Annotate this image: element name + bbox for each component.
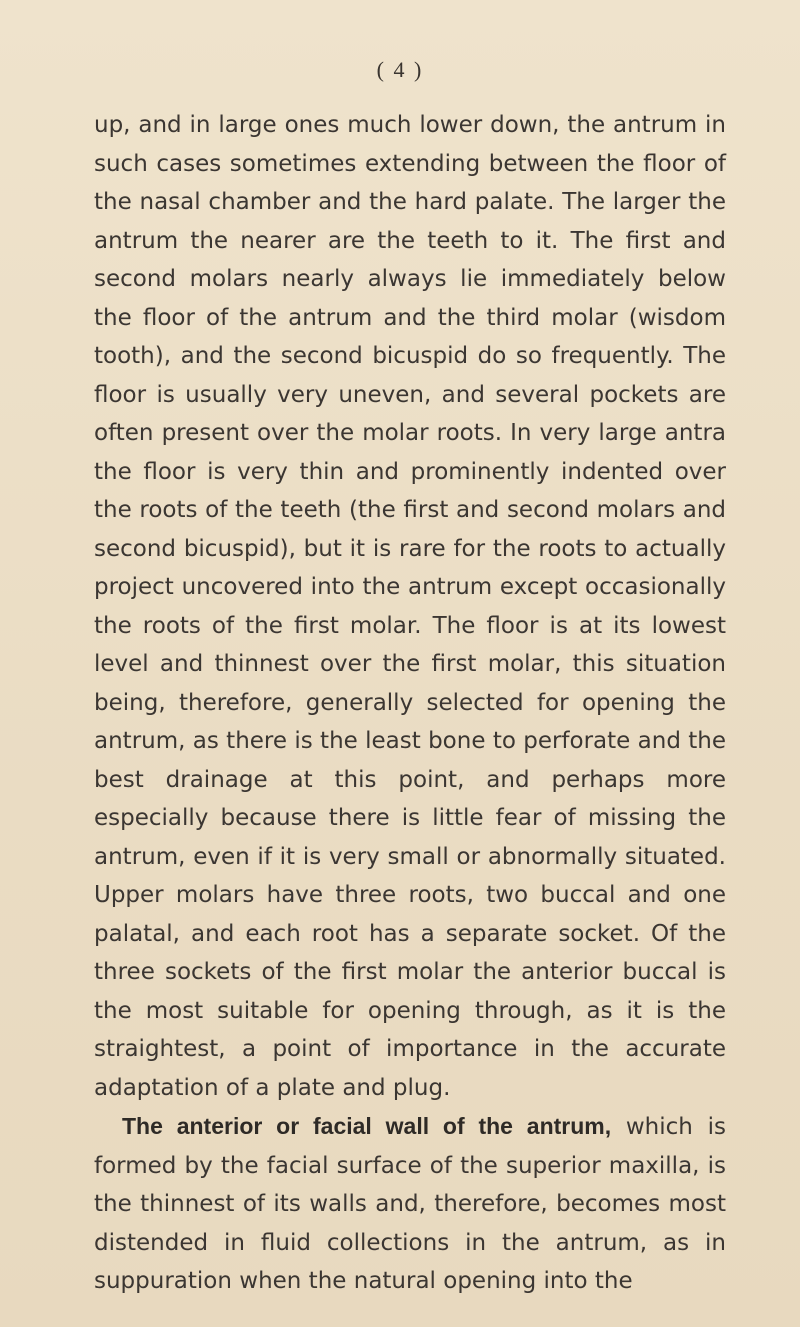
page-number: ( 4 ) bbox=[376, 57, 424, 82]
paragraph-2 bbox=[94, 1107, 726, 1301]
paragraph-2-text: which is formed by the facial surface of the superior maxilla, is the thinnest of its walls and, therefore, becomes most distended in fluid collections in the antrum, as in suppuration when the natural opening into the bbox=[94, 1114, 726, 1294]
body-text bbox=[94, 106, 726, 1301]
paragraph-1: up, and in large ones much lower down, the antrum in such cases sometimes extending between the floor of the nasal chamber and the hard palate. The larger the antrum the nearer are the teeth to it. The first and second molars nearly always lie immediately below the floor of the antrum and the third molar (wisdom tooth), and the second bicuspid do so frequently. The floor is usually very uneven, and several pockets are often present over the molar roots. In very large antra the floor is very thin and prominently indented over the roots of the teeth (the first and second molars and second bicuspid), but it is rare for the roots to actually project uncovered into the antrum except occasionally the roots of the first molar. The floor is at its lowest level and thinnest over the first molar, this situation being, therefore, generally selected for opening the antrum, as there is the least bone to perforate and the best drainage at this point, and perhaps more especially because there is little fear of missing the antrum, even if it is very small or abnormally situated. Upper molars have three roots, two buccal and one palatal, and each root has a separate socket. Of the three sockets of the first molar the anterior buccal is the most suitable for opening through, as it is the straightest, a point of importance in the accurate adaptation of a plate and plug. bbox=[94, 112, 726, 1101]
paragraph-heading: The anterior or facial wall of the antrum, bbox=[122, 1113, 612, 1139]
